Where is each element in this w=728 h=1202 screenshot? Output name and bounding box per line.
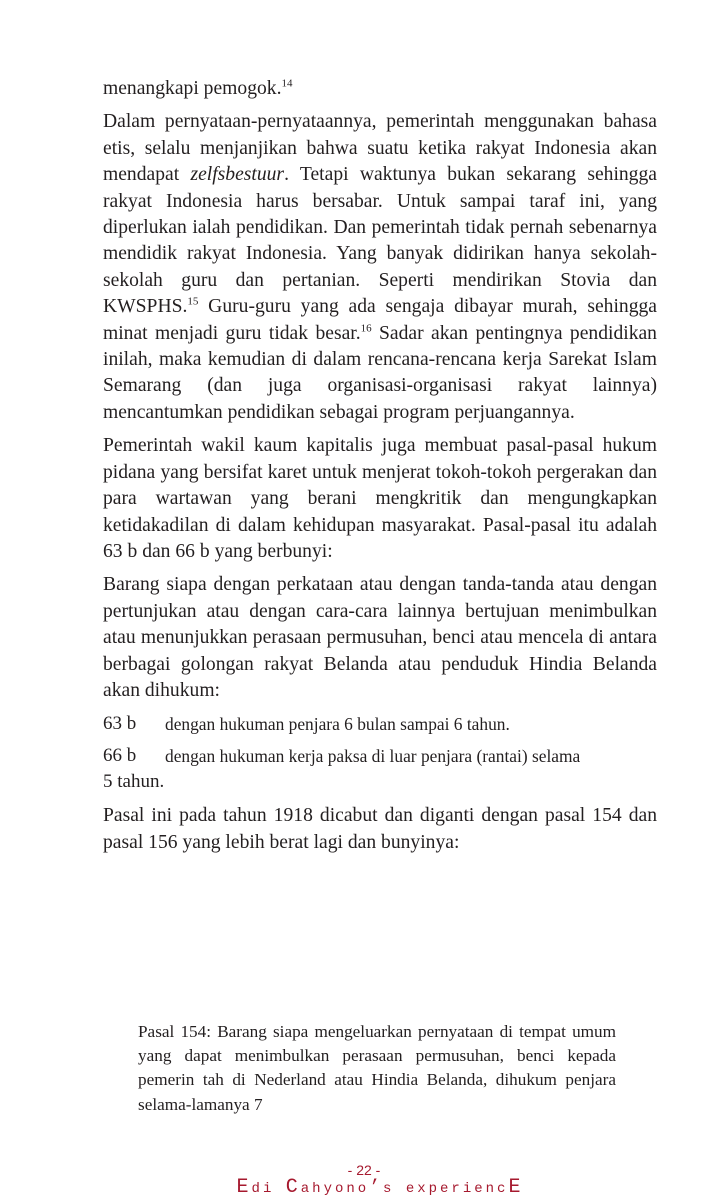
- paragraph-text: Dalam pernyataan-pernyataannya, pemerintah menggunakan bahasa etis, selalu menjanjikan bahwa suatu ketika rakyat Indonesia akan mendapat: [103, 111, 657, 186]
- article-63b: [103, 711, 657, 737]
- footer-letter: di: [251, 1181, 286, 1197]
- article-code: 63 b: [103, 713, 137, 735]
- italic-term: zelfsbestuur: [190, 164, 285, 186]
- footer-letter: E: [508, 1176, 524, 1199]
- footnote-ref[interactable]: 16: [360, 322, 372, 335]
- body-text: [103, 76, 657, 863]
- article-code: 66 b: [103, 745, 137, 767]
- footer-letter: E: [236, 1176, 252, 1199]
- paragraph-text: Sadar akan pentingnya pendidikan inilah, maka kemudian di dalam rencana-rencana kerja Sarekat Islam Semarang (dan juga organisasi-organisasi rakyat lainnya) mencantumkan pendidikan sebagai program perjuangannya.: [103, 322, 657, 423]
- paragraph-penal-code: Pemerintah wakil kaum kapitalis juga membuat pasal-pasal hukum pidana yang bersifat karet untuk menjerat tokoh-tokoh pergerakan dan para wartawan yang berani mengkritik dan mengungkapkan ketidakadilan di dalam kehidupan masyarakat. Pasal-pasal itu adalah 63 b dan 66 b yang berbunyi:: [103, 435, 657, 562]
- page-number: - 22 -: [347, 1162, 381, 1178]
- footnote-ref[interactable]: 15: [187, 295, 199, 308]
- paragraph-education: [103, 109, 657, 426]
- footer-letter: experienc: [405, 1181, 509, 1197]
- article-66b: [103, 743, 657, 769]
- article-text: dengan hukuman kerja paksa di luar penjara (rantai) selama: [165, 746, 581, 767]
- paragraph-continuation: [103, 76, 657, 102]
- paragraph-text: . Tetapi waktunya bukan sekarang sehingga rakyat Indonesia harus bersabar. Untuk sampai taraf ini, yang diperlukan ialah pendidikan. Dan pemerintah tidak pernah sebenarnya mendidik rakyat Indonesia. Yang banyak didirikan hanya sekolah-sekolah guru dan pertanian. Seperti mendirikan Stovia dan KWSPHS.: [103, 164, 657, 318]
- paragraph-revision: Pasal ini pada tahun 1918 dicabut dan diganti dengan pasal 154 dan pasal 156 yang lebih berat lagi dan bunyinya:: [103, 805, 657, 853]
- article-66b-continuation: 5 tahun.: [103, 771, 165, 793]
- footer-letter: s: [383, 1181, 406, 1197]
- footer-letter: ahyono: [300, 1181, 370, 1197]
- block-quote-pasal-154: Pasal 154: Barang siapa mengeluarkan pernyataan di tempat umum yang dapat menimbulkan perasaan permusuhan, benci kepada pemerin tah di Nederland atau Hindia Belanda, dihukum penjara selama-lamanya 7: [138, 1022, 616, 1114]
- footer-letter: ’: [369, 1178, 384, 1198]
- footnote-ref[interactable]: 14: [281, 77, 293, 90]
- footer-letter: C: [285, 1176, 301, 1199]
- paragraph-text: menangkapi pemogok.: [103, 78, 282, 99]
- running-footer: [0, 1178, 728, 1199]
- article-text: dengan hukuman penjara 6 bulan sampai 6 tahun.: [165, 714, 510, 735]
- paragraph-law-text: Barang siapa dengan perkataan atau dengan tanda-tanda atau dengan pertunjukan atau dengan cara-cara lainnya bertujuan menimbulkan atau menunjukkan perasaan permusuhan, benci atau mencela di antara berbagai golongan rakyat Belanda atau penduduk Hindia Belanda akan dihukum:: [103, 574, 657, 701]
- paragraph-text: Guru-guru yang ada sengaja dibayar murah, sehingga minat menjadi guru tidak besar.: [103, 296, 657, 344]
